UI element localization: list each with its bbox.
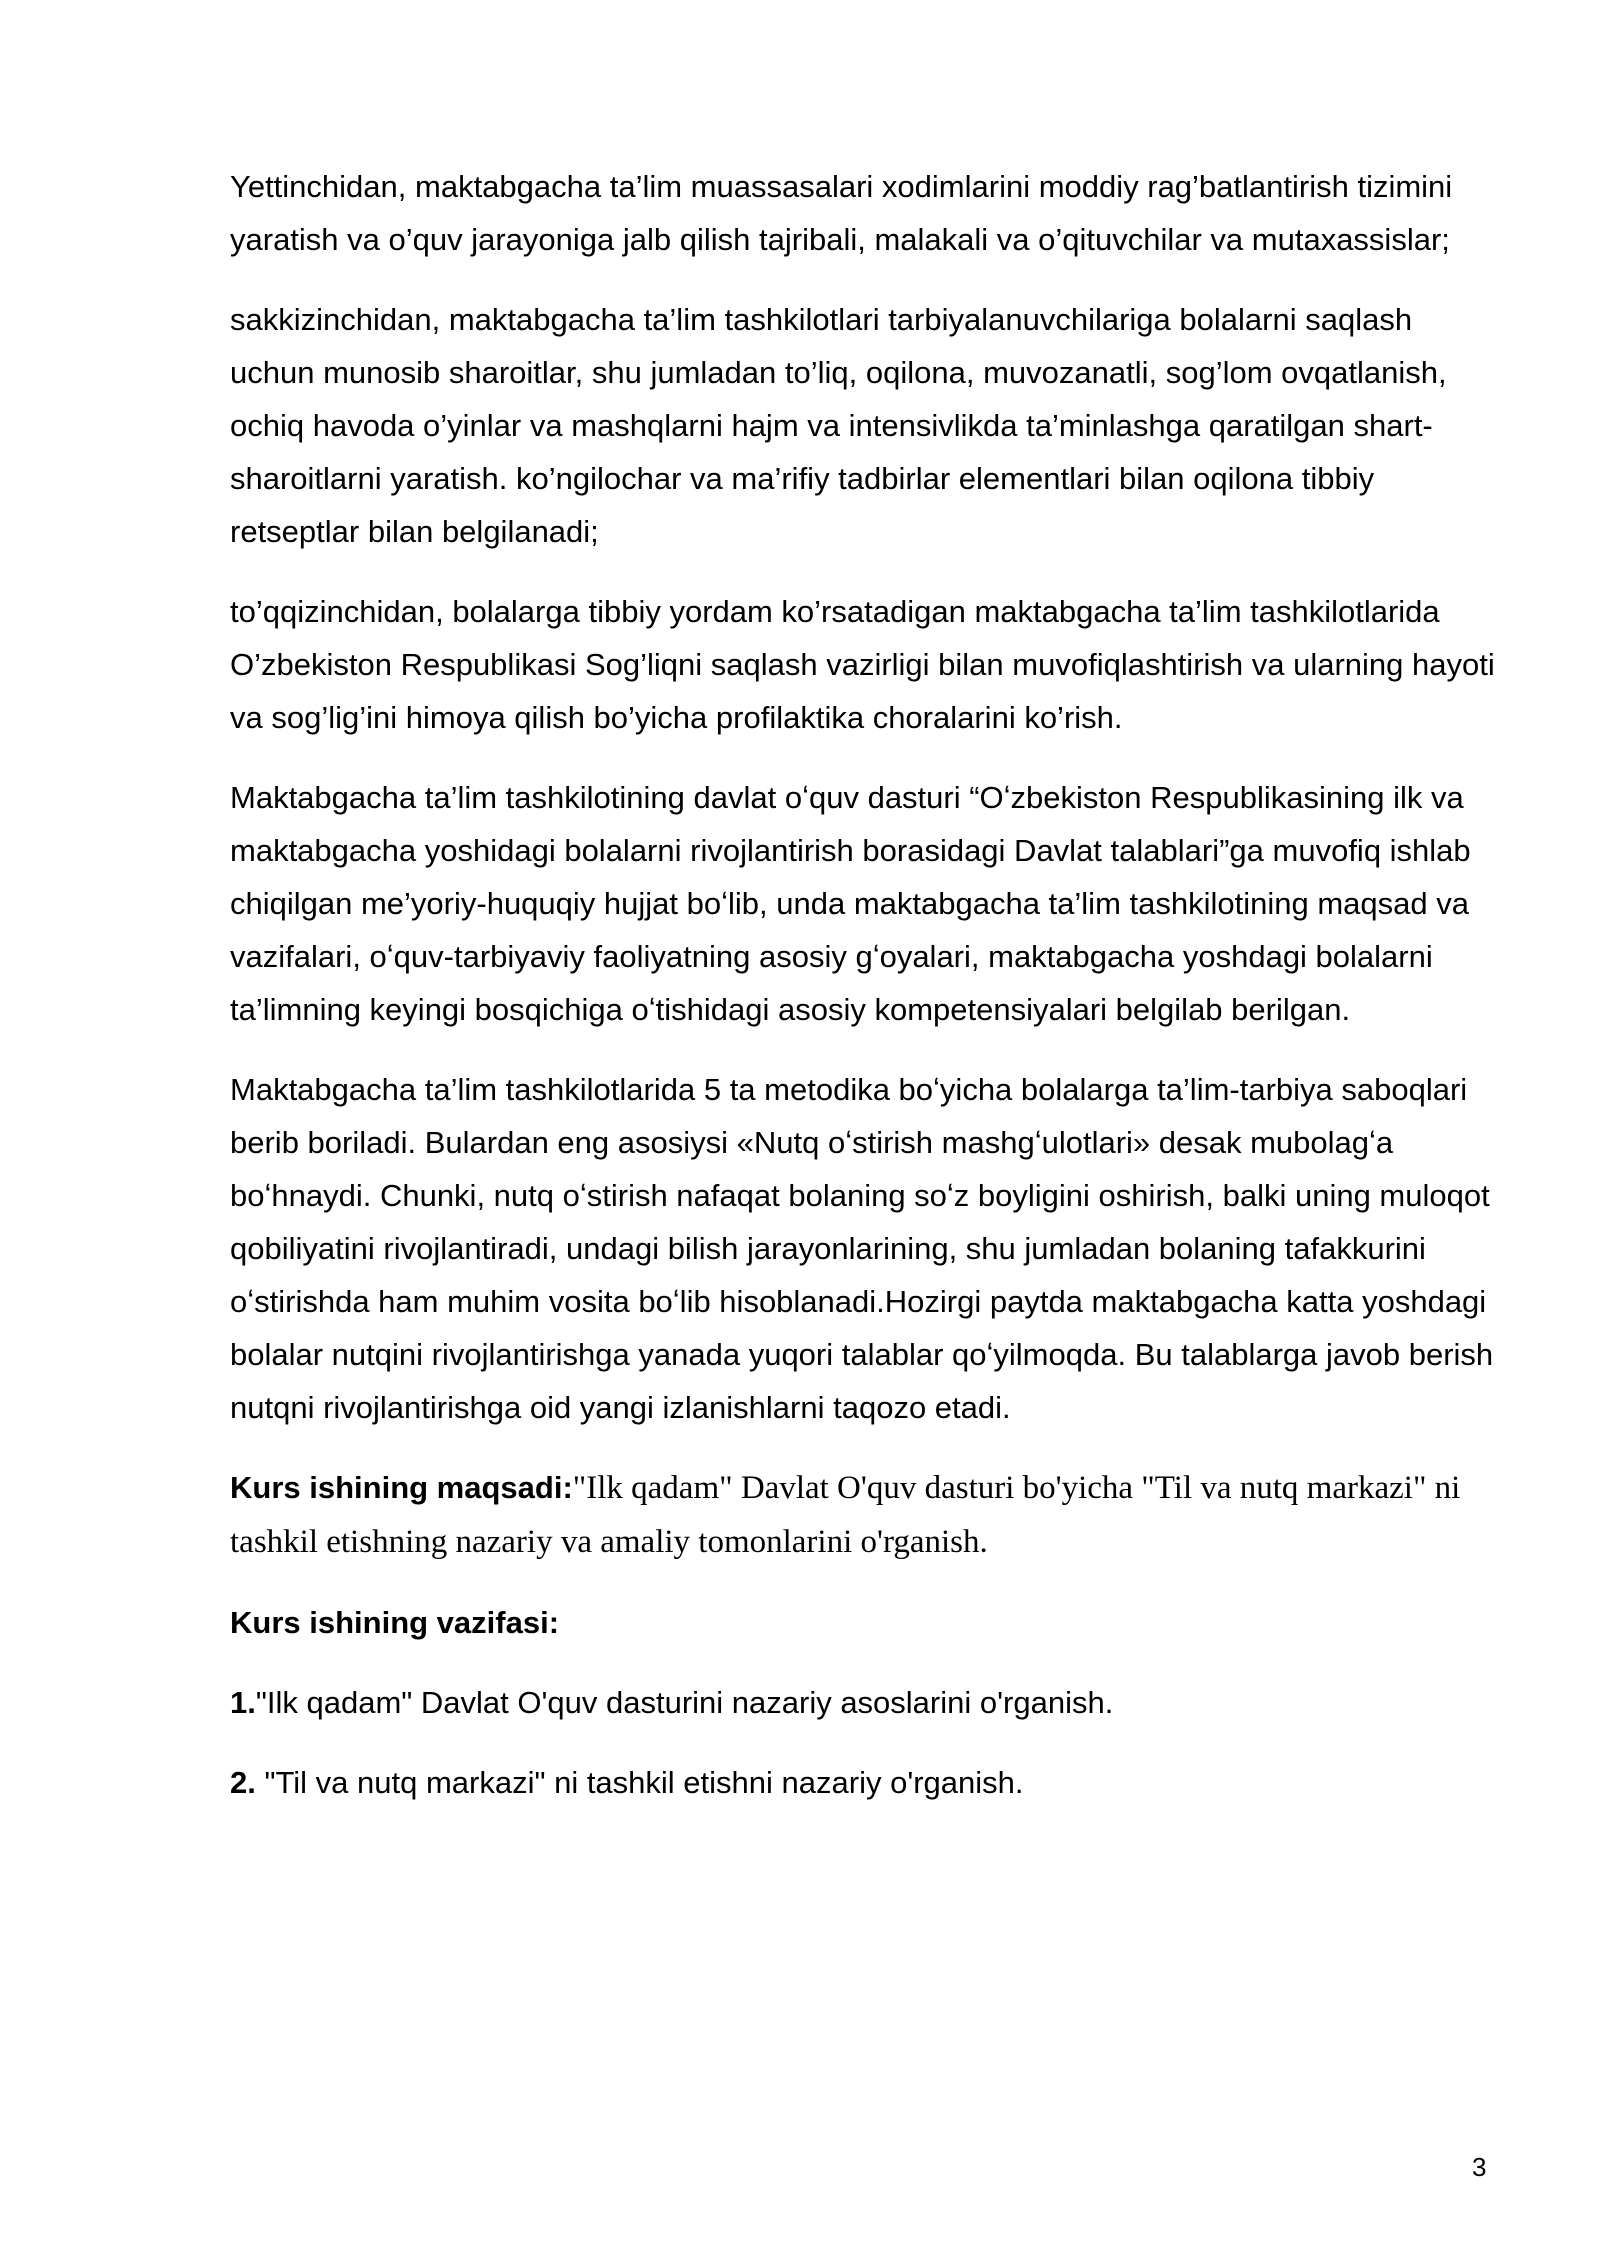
paragraph-curriculum: Maktabgacha ta’lim tashkilotining davlat oʻquv dasturi “Oʻzbekiston Respublikasining ilk va maktabgacha yoshidagi bolalarni rivojlantirish borasidagi Davlat talablari”ga muvofiq ishlab chiqilgan me’yoriy-huquqiy hujjat boʻlib, unda maktabgacha ta’lim tashkilotining maqsad va vazifalari, oʻquv-tarbiyaviy faoliyatning asosiy gʻoyalari, maktabgacha yoshdagi bolalarni ta’limning keyingi bosqichiga oʻtishidagi asosiy kompetensiyalari belgilab berilgan. [230,780,1471,1027]
paragraph-ninth: to’qqizinchidan, bolalarga tibbiy yordam ko’rsatadigan maktabgacha ta’lim tashkilotlarida O’zbekiston Respublikasi Sog’liqni saqlash vazirligi bilan muvofiqlashtirish va ularning hayoti va sog’lig’ini himoya qilish bo’yicha profilaktika choralarini ko’rish. [230,594,1495,735]
paragraph-speech-development: Maktabgacha ta’lim tashkilotlarida 5 ta metodika boʻyicha bolalarga ta’lim-tarbiya saboqlari berib boriladi. Bulardan eng asosiysi «Nutq oʻstirish mashgʻulotlari» desak mubolagʻa boʻhnaydi. Chunki, nutq oʻstirish nafaqat bolaning soʻz boyligini oshirish, balki uning muloqot qobiliyatini rivojlantiradi, undagi bilish jarayonlarining, shu jumladan bolaning tafakkurini oʻstirishda ham muhim vosita boʻlib hisoblanadi.Hozirgi paytda maktabgacha katta yoshdagi bolalar nutqini rivojlantirishga yanada yuqori talablar qoʻyilmoqda. Bu talablarga javob berish nutqni rivojlantirishga oid yangi izlanishlarni taqozo etadi. [230,1072,1494,1425]
task-text: "Til va nutq markazi" ni tashkil etishni nazariy o'rganish. [255,1765,1024,1800]
task-item-2 [230,1756,1500,1809]
task-text: "Ilk qadam" Davlat O'quv dasturini nazariy asoslarini o'rganish. [255,1685,1114,1720]
task-number: 1. [230,1685,256,1720]
paragraph-eighth: sakkizinchidan, maktabgacha ta’lim tashkilotlari tarbiyalanuvchilariga bolalarni saqlash uchun munosib sharoitlar, shu jumladan to’liq, oqilona, muvozanatli, sog’lom ovqatlanish, ochiq havoda o’yinlar va mashqlarni hajm va intensivlikda ta’minlashga qaratilgan shart-sharoitlarni yaratish. ko’ngilochar va ma’rifiy tadbirlar elementlari bilan oqilona tibbiy retseptlar bilan belgilanadi; [230,302,1447,549]
course-tasks-heading: Kurs ishining vazifasi: [230,1605,560,1640]
page-number: 3 [1472,2152,1487,2182]
task-item-1 [230,1676,1500,1729]
course-goal [230,1461,1500,1569]
task-number: 2. [230,1765,256,1800]
page-content [230,160,1500,1836]
paragraph-seventh: Yettinchidan, maktabgacha ta’lim muassasalari xodimlarini moddiy rag’batlantirish tizimini yaratish va o’quv jarayoniga jalb qilish tajribali, malakali va o’qituvchilar va mutaxassislar; [230,169,1453,257]
course-goal-text: "Ilk qadam" Davlat O'quv dasturi bo'yicha "Til va nutq markazi" ni tashkil etishning nazariy va amaliy tomonlarini o'rganish. [230,1470,1461,1560]
course-goal-label: Kurs ishining maqsadi: [230,1470,573,1505]
